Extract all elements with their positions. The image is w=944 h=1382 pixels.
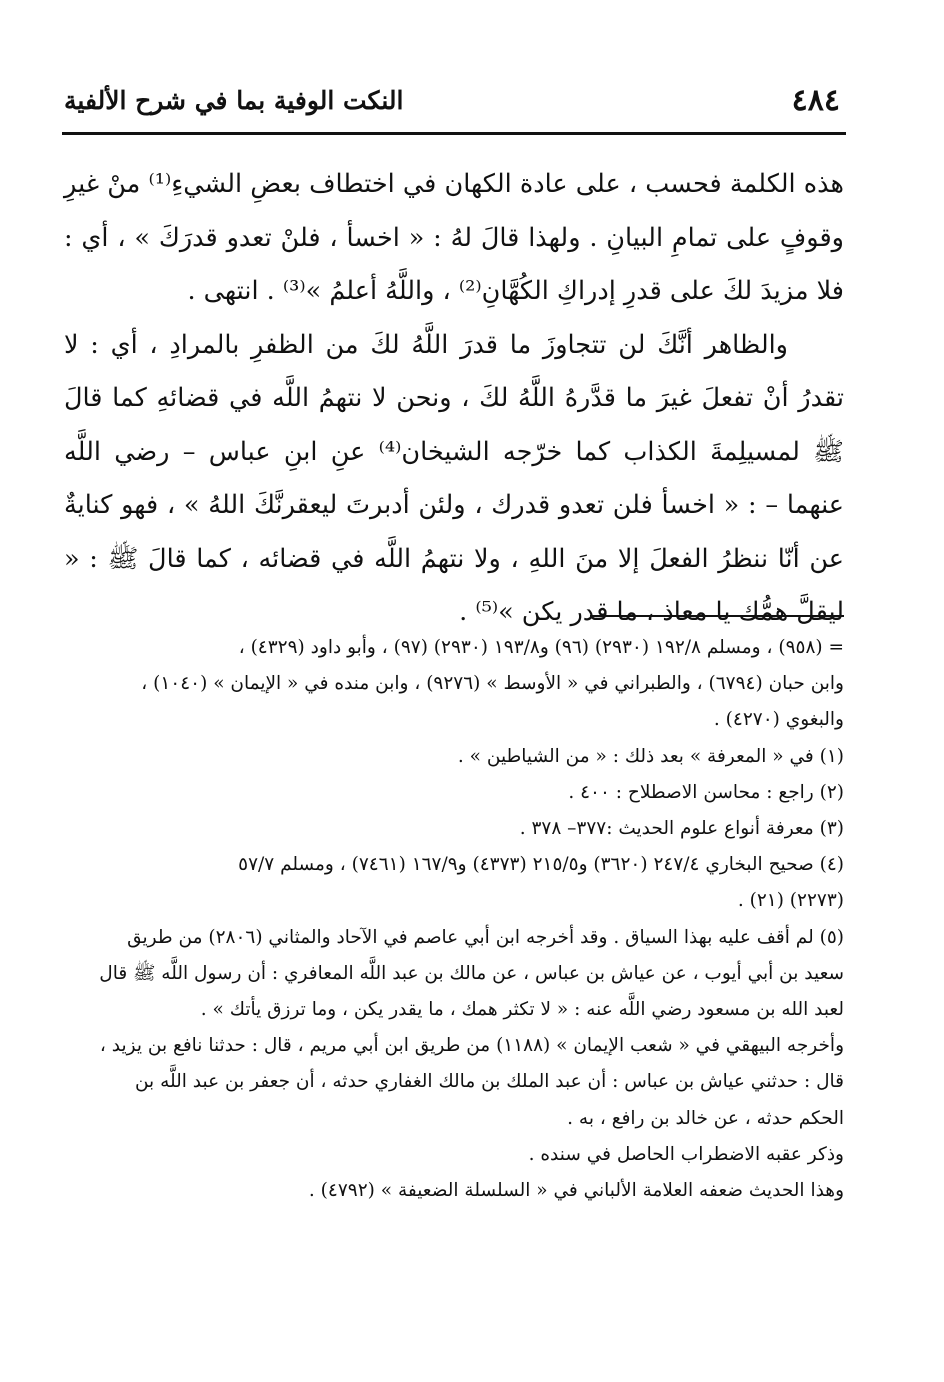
footnote-5-line: الحكم حدثه ، عن خالد بن رافع ، به . — [567, 1107, 844, 1129]
footnote-1: (١) في « المعرفة » بعد ذلك : « من الشياطين » . — [457, 745, 844, 767]
footnote-4-line: (٢٢٧٣) (٢١) . — [737, 890, 844, 912]
header-rule — [62, 132, 846, 135]
footnotes — [62, 630, 844, 1209]
footnote-continuation-line: والبغوي (٤٢٧٠) . — [713, 709, 844, 731]
footnote-separator — [590, 615, 844, 617]
footnote-5-line: وهذا الحديث ضعفه العلامة الألباني في « السلسلة الضعيفة » (٤٧٩٢) . — [308, 1180, 844, 1202]
footnote-continuation-line: وابن حبان (٦٧٩٤) ، والطبراني في « الأوسط » (٩٢٧٦) ، وابن منده في « الإيمان » (١٠٤٠) ، — [141, 673, 844, 695]
footnote-5-line: لعبد الله بن مسعود رضي اللَّه عنه : « لا تكثر همك ، ما يقدر يكن ، وما ترزق يأتك » . — [200, 999, 844, 1021]
footnote-continuation-line: = (٩٥٨) ، ومسلم ١٩٢/٨ (٢٩٣٠) (٩٦) و١٩٣/٨ (٢٩٣٠) (٩٧) ، وأبو داود (٤٣٢٩) ، — [238, 637, 844, 658]
footnote-3: (٣) معرفة أنواع علوم الحديث :٣٧٧– ٣٧٨ . — [519, 818, 844, 840]
footnote-4-line: (٤) صحيح البخاري ٢٤٧/٤ (٣٦٢٠) و٢١٥/٥ (٤٣٧٣) و١٦٧/٩ (٧٤٦١) ، ومسلم ٥٧/٧ — [238, 854, 844, 876]
footnote-5-line: قال : حدثني عياش بن عباس : أن عبد الملك بن مالك الغفاري حدثه ، أن جعفر بن عبد اللَّه بن — [134, 1071, 844, 1093]
footnote-2: (٢) راجع : محاسن الاصطلاح : ٤٠٠ . — [568, 781, 844, 803]
page-header — [62, 82, 842, 128]
page-number: ٤٨٤ — [791, 83, 840, 118]
footnote-5-line: وأخرجه البيهقي في « شعب الإيمان » (١١٨٨) من طريق ابن أبي مريم ، قال : حدثنا نافع بن يزيد ، — [99, 1035, 844, 1057]
footnote-5-line: سعيد بن أبي أيوب ، عن عياش بن عباس ، عن مالك بن عبد اللَّه المعافري : أن رسول اللَّه ﷺ قال — [99, 962, 844, 984]
body-paragraph-2: والظاهر أنَّكَ لن تتجاوزَ ما قدرَ اللَّهُ لكَ من الظفرِ بالمرادِ ، أي : لا تقدرُ أنْ تفعلَ غيرَ ما قدَّرهُ اللَّهُ لكَ ، ونحن لا نتهمُ اللَّه في قضائهِ كما قالَ ﷺ لمسيلِمةَ الكذاب كما خرّجه الشيخان⁽⁴⁾ عنِ ابنِ عباس – رضي اللَّه عنهما – : « اخسأ فلن تعدو قدرك ، ولئن أدبرتَ ليعقرنَّكَ اللهُ » ، فهو كنايةٌ عن أنّا ننظرُ الفعلَ إلا منَ اللهِ ، ولا نتهمُ اللَّه في قضائه ، كما قالَ ﷺ : « ليقلَّ همُّك يا معاذ ، ما قدر يكن »⁽⁵⁾ . — [64, 329, 844, 627]
body-paragraph-1: هذه الكلمة فحسب ، على عادة الكهان في اختطاف بعضِ الشيءِ⁽¹⁾ منْ غيرِ وقوفٍ على تمامِ البيانِ . ولهذا قالَ لهُ : « اخسأ ، فلنْ تعدو قدرَكَ » ، أي : فلا مزيدَ لكَ على قدرِ إدراكِ الكُهَّانِ⁽²⁾ ، واللَّهُ أعلمُ »⁽³⁾ . انتهى . — [64, 169, 844, 306]
main-text — [64, 158, 844, 640]
footnote-5-line: وذكر عقبه الاضطراب الحاصل في سنده . — [528, 1143, 844, 1165]
footnote-5-line: (٥) لم أقف عليه بهذا السياق . وقد أخرجه ابن أبي عاصم في الآحاد والمثاني (٢٨٠٦) من طريق — [127, 926, 844, 948]
running-title: النكت الوفية بما في شرح الألفية — [64, 86, 404, 115]
